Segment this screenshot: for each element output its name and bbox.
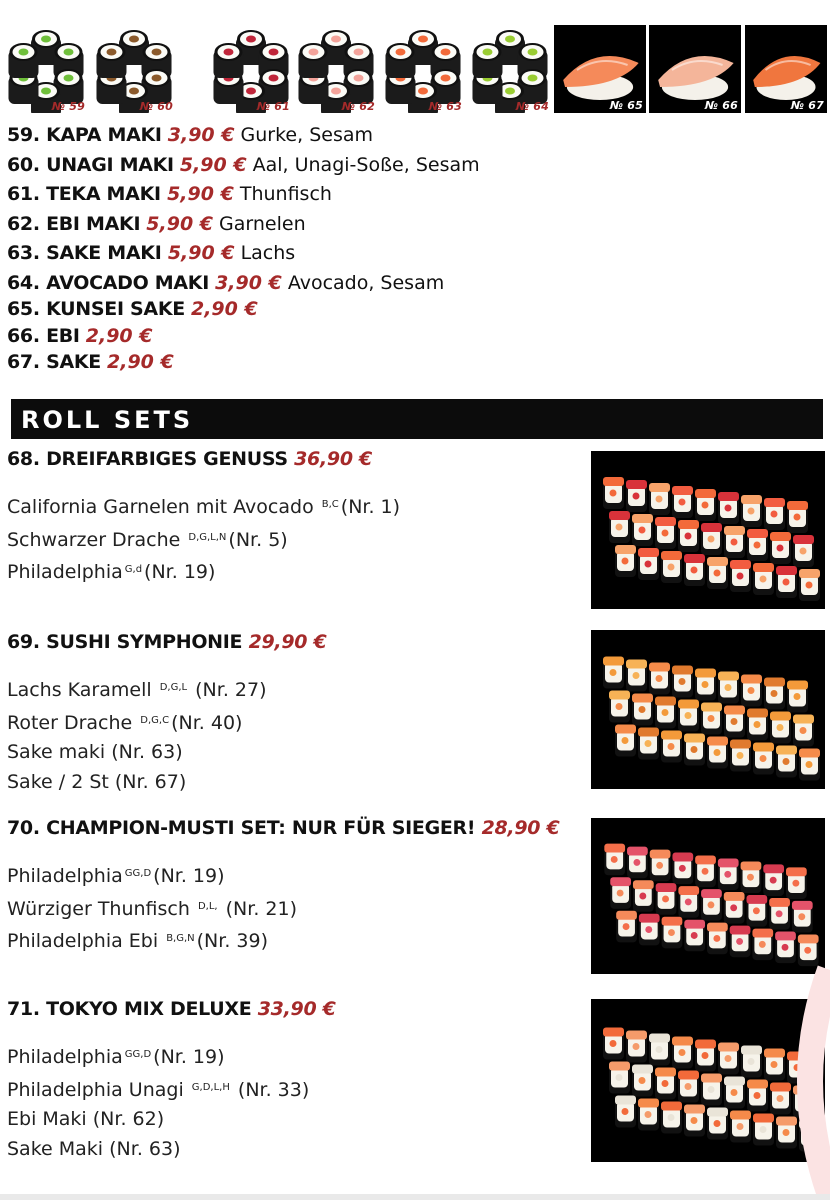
thumbnail-label: № 65 — [609, 99, 643, 112]
menu-item — [7, 351, 174, 373]
item-price: 5,90 € — [167, 183, 234, 205]
allergen-codes: D,G,L,N — [188, 531, 227, 543]
thumbnail-67 — [745, 25, 827, 113]
thumbnail-59 — [3, 25, 89, 113]
set-70-image — [591, 818, 825, 974]
line-ref: (Nr. 5) — [228, 528, 288, 551]
menu-item — [7, 298, 258, 320]
set-line — [7, 490, 400, 523]
allergen-codes: GG,D — [124, 1049, 152, 1060]
line-ref: (Nr. 67) — [114, 770, 187, 793]
menu-item — [7, 183, 332, 205]
item-price: 2,90 € — [85, 325, 153, 347]
line-text: Philadelphia Unagi — [7, 1078, 184, 1101]
allergen-codes: B,C — [321, 499, 339, 510]
thumbnail-label: № 66 — [704, 99, 738, 112]
roll-platter-icon — [591, 451, 825, 609]
thumbnail-label: № 63 — [428, 100, 462, 113]
set-line — [7, 1105, 309, 1135]
thumbnail-63 — [380, 25, 466, 113]
set-price: 36,90 € — [294, 448, 372, 470]
set-70 — [7, 817, 560, 952]
set-contents — [7, 673, 267, 797]
set-line — [7, 768, 267, 798]
item-price: 5,90 € — [167, 242, 235, 264]
set-title — [7, 448, 372, 470]
allergen-codes: D,G,C — [140, 714, 170, 726]
thumbnail-61 — [208, 25, 294, 113]
allergen-codes: G,d — [124, 564, 143, 575]
line-text: Sake Maki — [7, 1137, 104, 1160]
decorative-curve-icon — [770, 960, 830, 1200]
item-description: Aal, Unagi-Soße, Sesam — [252, 154, 480, 176]
set-price: 28,90 € — [481, 817, 560, 839]
set-71 — [7, 998, 336, 1160]
set-title — [7, 998, 336, 1020]
line-text: Philadelphia Ebi — [7, 930, 159, 952]
set-line — [7, 1040, 309, 1073]
line-ref: (Nr. 19) — [153, 865, 225, 887]
set-68 — [7, 448, 401, 583]
line-text: Sake / 2 St — [7, 770, 109, 793]
set-title — [7, 817, 559, 839]
allergen-codes: B,G,N — [166, 933, 195, 944]
item-price: 2,90 € — [107, 351, 174, 373]
item-name: 67. SAKE — [7, 351, 101, 373]
set-line — [7, 892, 297, 925]
set-line — [7, 1073, 309, 1106]
set-line — [7, 555, 400, 588]
set-line — [7, 706, 267, 739]
set-line — [7, 738, 267, 768]
line-ref: (Nr. 27) — [195, 679, 267, 701]
menu-item — [7, 325, 152, 347]
allergen-codes: G,D,L,H — [191, 1081, 230, 1093]
menu-item — [7, 213, 306, 235]
thumbnail-65 — [554, 25, 646, 113]
item-price: 5,90 € — [179, 154, 247, 176]
line-ref: (Nr. 40) — [171, 711, 243, 734]
line-ref: (Nr. 63) — [109, 1137, 181, 1160]
item-price: 2,90 € — [190, 298, 258, 320]
thumbnail-62 — [293, 25, 379, 113]
allergen-codes: D,G,L — [159, 682, 188, 693]
line-text: Philadelphia — [7, 561, 123, 583]
line-ref: (Nr. 19) — [144, 561, 216, 583]
item-description: Gurke, Sesam — [240, 124, 374, 146]
set-69-image — [591, 630, 825, 789]
set-contents — [7, 1040, 309, 1164]
menu-item — [7, 272, 444, 294]
allergen-codes: GG,D — [124, 868, 152, 879]
item-description: Garnelen — [219, 213, 306, 235]
thumbnail-strip — [3, 25, 827, 113]
line-ref: (Nr. 62) — [92, 1108, 165, 1130]
item-name: 64. AVOCADO MAKI — [7, 272, 210, 294]
item-description: Lachs — [240, 242, 296, 264]
set-contents — [7, 490, 400, 588]
set-title — [7, 631, 326, 653]
section-header — [7, 399, 823, 439]
thumbnail-66 — [649, 25, 741, 113]
line-text: Schwarzer Drache — [7, 528, 181, 551]
set-price: 29,90 € — [248, 631, 327, 653]
line-text: California Garnelen mit Avocado — [7, 496, 314, 518]
line-text: Ebi Maki — [7, 1108, 87, 1130]
roll-platter-icon — [591, 818, 825, 974]
menu-item — [7, 124, 373, 146]
thumbnail-label: № 61 — [256, 100, 290, 113]
item-name: 60. UNAGI MAKI — [7, 154, 174, 176]
line-text: Sake maki — [7, 741, 106, 763]
thumbnail-60 — [91, 25, 177, 113]
line-text: Roter Drache — [7, 711, 133, 734]
thumbnail-64 — [467, 25, 553, 113]
item-name: 61. TEKA MAKI — [7, 183, 168, 205]
line-ref: (Nr. 1) — [340, 496, 401, 518]
line-ref: (Nr. 21) — [225, 897, 298, 920]
set-line — [7, 924, 297, 957]
item-name: 66. EBI — [7, 325, 80, 347]
menu-item — [7, 242, 295, 264]
line-ref: (Nr. 39) — [196, 930, 269, 952]
set-line — [7, 523, 400, 556]
line-text: Lachs Karamell — [7, 679, 152, 701]
set-name: 69. SUSHI SYMPHONIE — [7, 631, 243, 653]
item-description: Avocado, Sesam — [287, 272, 445, 294]
allergen-codes: D,L, — [197, 900, 218, 912]
set-68-image — [591, 451, 825, 609]
bottom-strip — [0, 1194, 830, 1200]
set-line — [7, 673, 267, 706]
set-line — [7, 859, 297, 892]
line-ref: (Nr. 63) — [111, 741, 183, 763]
section-title: ROLL SETS — [21, 406, 194, 434]
thumbnail-label: № 60 — [139, 100, 173, 113]
item-price: 3,90 € — [215, 272, 282, 294]
set-price: 33,90 € — [257, 998, 336, 1020]
set-name: 71. TOKYO MIX DELUXE — [7, 998, 252, 1020]
item-name: 59. KAPA MAKI — [7, 124, 162, 146]
item-name: 63. SAKE MAKI — [7, 242, 168, 264]
set-name: 68. DREIFARBIGES GENUSS — [7, 448, 288, 470]
item-name: 62. EBI MAKI — [7, 213, 141, 235]
line-text: Würziger Thunfisch — [7, 897, 190, 920]
line-ref: (Nr. 33) — [237, 1078, 310, 1101]
set-69 — [7, 631, 327, 793]
item-price: 5,90 € — [146, 213, 213, 235]
item-name: 65. KUNSEI SAKE — [7, 298, 185, 320]
roll-platter-icon — [591, 630, 825, 789]
line-ref: (Nr. 19) — [153, 1046, 225, 1068]
line-text: Philadelphia — [7, 865, 123, 887]
menu-item — [7, 154, 480, 176]
thumbnail-label: № 59 — [51, 100, 85, 113]
set-contents — [7, 859, 297, 957]
item-price: 3,90 € — [167, 124, 235, 146]
set-name: 70. CHAMPION-MUSTI SET: NUR FÜR SIEGER! — [7, 817, 476, 839]
line-text: Philadelphia — [7, 1046, 123, 1068]
thumbnail-label: № 64 — [515, 100, 549, 113]
item-description: Thunfisch — [239, 183, 332, 205]
set-line — [7, 1135, 309, 1165]
thumbnail-label: № 67 — [790, 99, 824, 112]
thumbnail-label: № 62 — [341, 100, 375, 113]
